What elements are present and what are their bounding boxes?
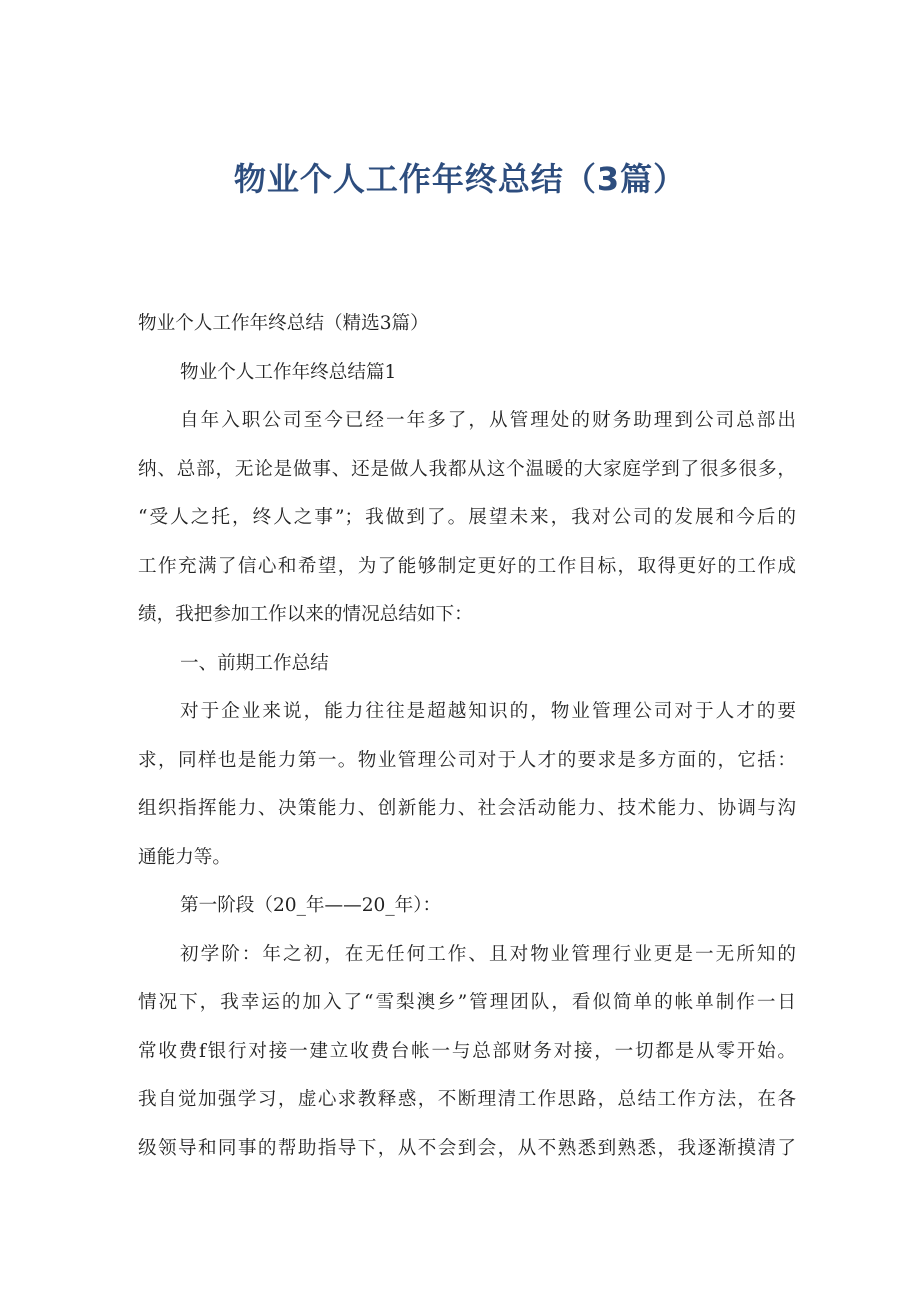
body-line: “受人之托，终人之事”；我做到了。展望未来，我对公司的发展和今后的: [138, 507, 796, 528]
body-line: 情况下，我幸运的加入了“雪梨澳乡”管理团队，看似简单的帐单制作一日: [138, 992, 796, 1013]
body-line: 物业个人工作年终总结（精选3篇）: [138, 313, 429, 334]
body-line: 纳、总部，无论是做事、还是做人我都从这个温暖的大家庭学到了很多很多，: [138, 458, 796, 480]
body-line: 第一阶段（20_年——20_年）：: [180, 895, 442, 916]
body-line: 通能力等。: [138, 846, 231, 868]
body-line: 工作充满了信心和希望，为了能够制定更好的工作目标，取得更好的工作成: [138, 555, 796, 577]
body-line: 初学阶：年之初，在无任何工作、且对物业管理行业更是一无所知的: [180, 943, 796, 965]
body-line: 物业个人工作年终总结篇1: [180, 361, 397, 383]
document-body: [138, 300, 796, 1173]
body-line: 一、前期工作总结: [180, 652, 329, 674]
document-title: 物业个人工作年终总结（3篇）: [233, 160, 687, 198]
body-line: 绩，我把参加工作以来的情况总结如下：: [138, 604, 473, 625]
body-line: 常收费f银行对接一建立收费台帐一与总部财务对接，一切都是从零开始。: [138, 1040, 796, 1062]
body-line: 对于企业来说，能力往往是超越知识的，物业管理公司对于人才的要: [180, 701, 796, 722]
body-line: 级领导和同事的帮助指导下，从不会到会，从不熟悉到熟悉，我逐渐摸清了: [138, 1137, 796, 1159]
body-line: 我自觉加强学习，虚心求教释惑，不断理清工作思路，总结工作方法，在各: [138, 1089, 796, 1110]
body-line: 自年入职公司至今已经一年多了，从管理处的财务助理到公司总部出: [180, 410, 796, 431]
body-line: 组织指挥能力、决策能力、创新能力、社会活动能力、技术能力、协调与沟: [138, 798, 796, 819]
body-line: 求，同样也是能力第一。物业管理公司对于人才的要求是多方面的，它括：: [138, 749, 796, 771]
